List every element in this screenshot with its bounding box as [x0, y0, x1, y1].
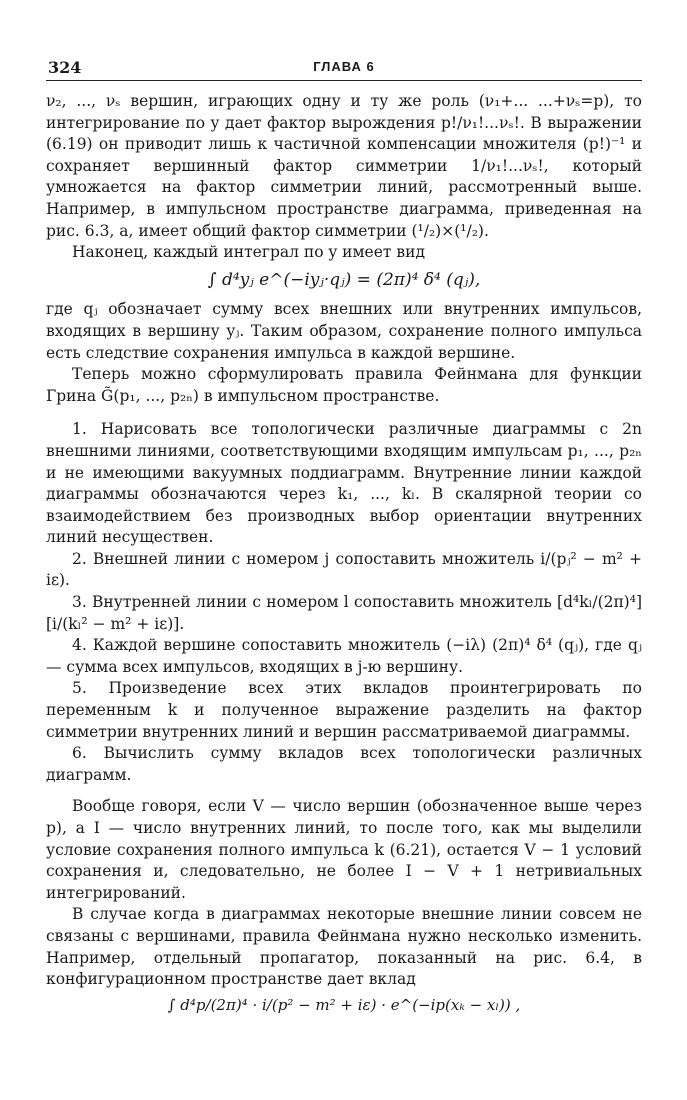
formula-propagator: ∫ d⁴p/(2π)⁴ · i/(p² − m² + iε) · e^(−ip(xₖ − xₗ)) ,	[167, 995, 521, 1014]
paragraph-disconnected-lines: В случае когда в диаграммах некоторые внешние линии совсем не связаны с вершинами, правила Фейнмана нужно несколько изменить. Например, отдельный пропагатор, показанный на рис. 6.4, в конфигурационном пространстве дает вклад	[46, 905, 642, 989]
page-header	[46, 52, 642, 81]
formula-vertex-integral: ∫ d⁴yⱼ e^(−iyⱼ·qⱼ) = (2π)⁴ δ⁴ (qⱼ),	[207, 269, 481, 290]
book-page	[46, 52, 642, 1016]
rule-1: 1. Нарисовать все топологически различные диаграммы с 2n внешними линиями, соответствующими входящим импульсам p₁, ..., p₂ₙ и не имеющими вакуумных поддиаграмм. Внутренние линии каждой диаграммы обозначаются через k₁, ..., kₗ. В скалярной теории со взаимодействием без производных выбор ориентации внутренних линий несуществен.	[46, 420, 642, 547]
paragraph-momentum-conservation: где qⱼ обозначает сумму всех внешних или внутренних импульсов, входящих в вершину yⱼ. Таким образом, сохранение полного импульса есть следствие сохранения импульса в каждой вершине.	[46, 300, 642, 362]
page-body	[46, 91, 642, 1016]
chapter-title: ГЛАВА 6	[313, 59, 375, 74]
paragraph-symmetry-factor: ν₂, ..., νₛ вершин, играющих одну и ту же роль (ν₁+... ...+νₛ=p), то интегрирование по y дает фактор вырождения p!/ν₁!...νₛ!. В выражении (6.19) он приводит лишь к частичной компенсации множителя (p!)⁻¹ и сохраняет вершинный фактор симметрии 1/ν₁!...νₛ!, который умножается на фактор симметрии линий, рассмотренный выше. Например, в импульсном пространстве диаграмма, приведенная на рис. 6.3, a, имеет общий фактор симметрии (¹/₂)×(¹/₂).	[46, 92, 642, 240]
rule-5: 5. Произведение всех этих вкладов проинтегрировать по переменным k и полученное выражение разделить на фактор симметрии внутренних линий и вершин рассматриваемой диаграммы.	[46, 679, 642, 741]
paragraph-integral-intro: Наконец, каждый интеграл по y имеет вид	[72, 243, 426, 262]
rule-3: 3. Внутренней линии с номером l сопоставить множитель [d⁴kₗ/(2π)⁴] [i/(kₗ² − m² + iε)].	[46, 593, 642, 633]
rule-2: 2. Внешней линии с номером j сопоставить множитель i/(pⱼ² − m² + iε).	[46, 549, 642, 590]
page-number: 324	[48, 58, 82, 77]
rule-6: 6. Вычислить сумму вкладов всех топологически различных диаграмм.	[46, 744, 642, 784]
rule-4: 4. Каждой вершине сопоставить множитель (−iλ) (2π)⁴ δ⁴ (qⱼ), где qⱼ — сумма всех импульсов, входящих в j-ю вершину.	[46, 636, 642, 676]
paragraph-integration-count: Вообще говоря, если V — число вершин (обозначенное выше через p), а I — число внутренних линий, то после того, как мы выделили условие сохранения полного импульса k (6.21), остается V − 1 условий сохранения и, следовательно, не более I − V + 1 нетривиальных интегрирований.	[46, 797, 642, 902]
paragraph-feynman-rules-intro: Теперь можно сформулировать правила Фейнмана для функции Грина G̃(p₁, ..., p₂ₙ) в импульсном пространстве.	[46, 365, 642, 405]
